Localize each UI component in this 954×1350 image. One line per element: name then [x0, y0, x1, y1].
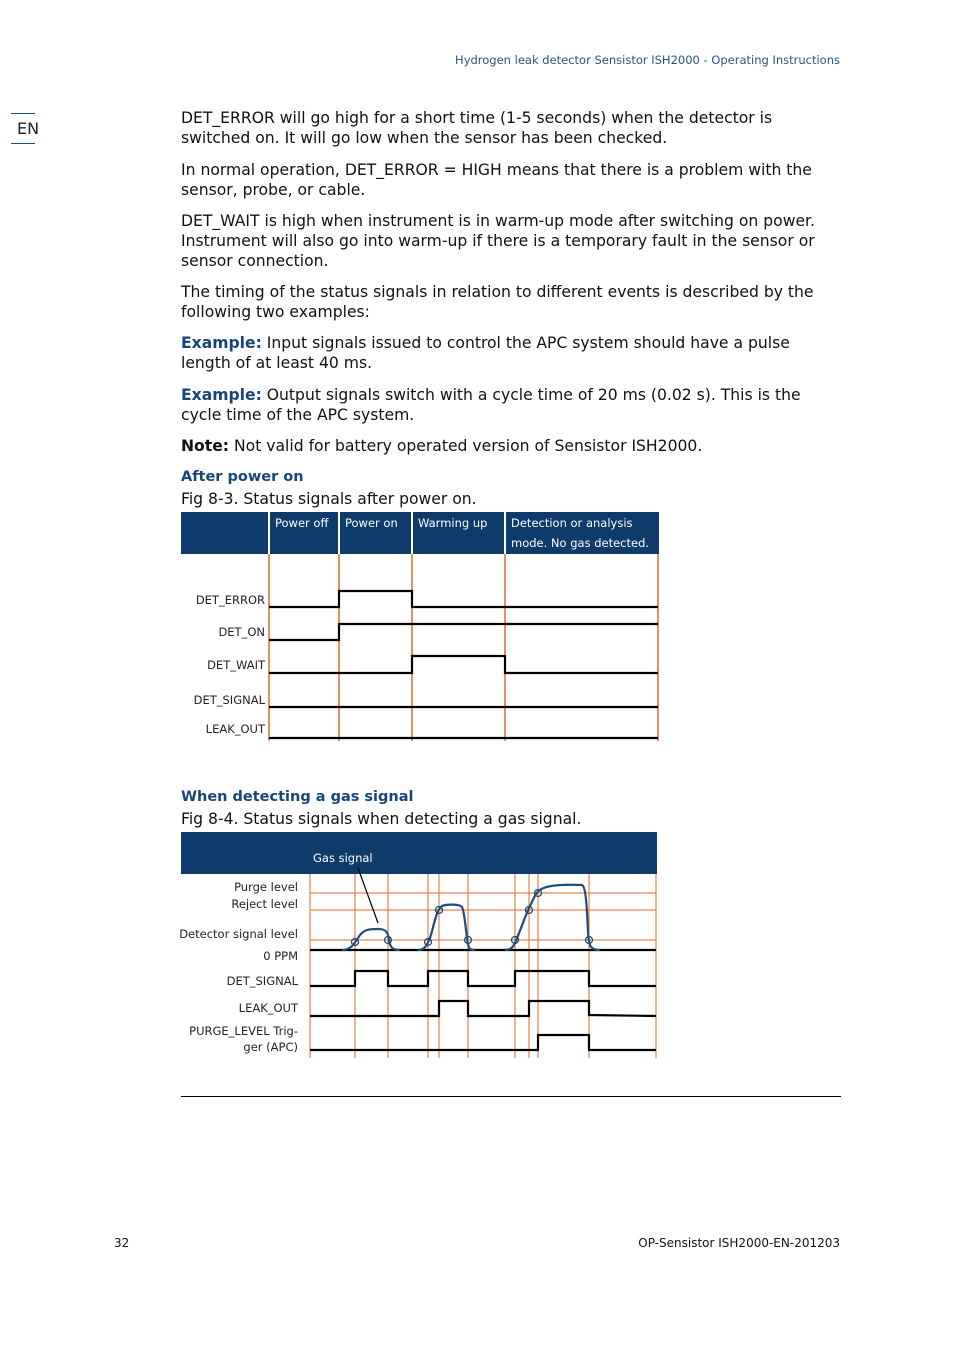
- running-header: Hydrogen leak detector Sensistor ISH2000 - Operating Instructions: [455, 53, 840, 67]
- paragraph-timing: The timing of the status signals in relation to different events is described by the following two examples:: [181, 283, 814, 321]
- column-power-on: Power on: [345, 516, 398, 530]
- note-label: Note:: [181, 437, 230, 455]
- signal-label-det-on: DET_ON: [218, 625, 265, 639]
- example-label: Example:: [181, 334, 262, 352]
- level-label-detector-signal: Detector signal level: [179, 927, 298, 941]
- paragraph-det-wait: DET_WAIT is high when instrument is in warm-up mode after switching on power. Instrument will also go into warm-up if there is a temporary fault in the sensor or sensor connection.: [181, 212, 815, 270]
- level-label-reject: Reject level: [231, 897, 298, 911]
- waveform-det-signal: [310, 971, 656, 986]
- signal-label-purge-level-line1: PURGE_LEVEL Trig-: [189, 1024, 298, 1038]
- note-text: Not valid for battery operated version of Sensistor ISH2000.: [229, 437, 703, 455]
- level-label-0-ppm: 0 PPM: [263, 949, 298, 963]
- column-detection-line1: Detection or analysis: [511, 516, 633, 530]
- paragraph-normal-operation: In normal operation, DET_ERROR = HIGH means that there is a problem with the sensor, probe, or cable.: [181, 161, 812, 199]
- waveform-purge-level: [310, 1035, 656, 1050]
- column-detection-line2: mode. No gas detected.: [511, 536, 650, 550]
- heading-after-power-on: After power on: [181, 469, 304, 485]
- signal-label-det-signal: DET_SIGNAL: [193, 693, 265, 707]
- language-label: EN: [17, 119, 40, 138]
- figure-caption-8-3: Fig 8-3. Status signals after power on.: [181, 490, 477, 508]
- column-warming-up: Warming up: [418, 516, 488, 530]
- example-text: Input signals issued to control the APC system should have a pulse length of at least 40 ms.: [181, 334, 790, 372]
- level-label-purge: Purge level: [234, 880, 298, 894]
- signal-label-det-wait: DET_WAIT: [207, 658, 265, 672]
- paragraph-det-error: DET_ERROR will go high for a short time (1-5 seconds) when the detector is switched on. It will go low when the sensor has been checked.: [181, 109, 773, 147]
- signal-label-det-error: DET_ERROR: [195, 593, 265, 607]
- column-power-off: Power off: [275, 516, 329, 530]
- signal-label-purge-level-line2: ger (APC): [243, 1040, 298, 1054]
- page-number: 32: [114, 1236, 130, 1250]
- example-text: Output signals switch with a cycle time of 20 ms (0.02 s). This is the cycle time of the APC system.: [181, 386, 801, 424]
- document-id: OP-Sensistor ISH2000-EN-201203: [638, 1236, 840, 1250]
- waveform-leak-out: [310, 1001, 656, 1016]
- heading-gas-signal: When detecting a gas signal: [181, 789, 414, 805]
- signal-label-leak-out: LEAK_OUT: [238, 1001, 298, 1015]
- signal-label-det-signal: DET_SIGNAL: [226, 974, 298, 988]
- footer-rule: [181, 1096, 841, 1097]
- figure-caption-8-4: Fig 8-4. Status signals when detecting a gas signal.: [181, 810, 582, 828]
- gas-signal-pointer: [358, 868, 378, 923]
- gas-signal-label: Gas signal: [313, 851, 373, 865]
- example-label: Example:: [181, 386, 262, 404]
- signal-label-leak-out: LEAK_OUT: [205, 722, 265, 736]
